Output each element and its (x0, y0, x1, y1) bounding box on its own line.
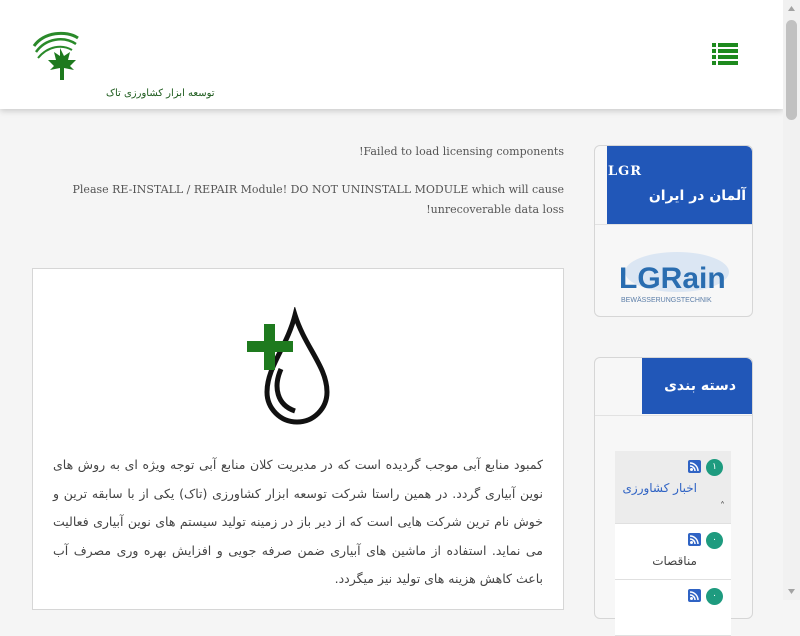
category-item-agri-news[interactable] (615, 451, 731, 524)
category-label: اخبار کشاورزی (622, 481, 697, 495)
count-badge: ۰ (706, 532, 723, 549)
water-drop-plus-icon (247, 307, 347, 432)
scroll-down-arrow-icon[interactable] (783, 583, 800, 600)
count-badge: ۰ (706, 588, 723, 605)
partner-ghost-text: LGR (608, 164, 643, 179)
lgrain-logo[interactable] (617, 248, 729, 310)
panel-divider (595, 415, 752, 416)
list-menu-icon[interactable] (712, 43, 740, 65)
rss-icon[interactable] (688, 589, 701, 602)
error-line-1: Failed to load licensing components! (359, 145, 564, 158)
vertical-scrollbar[interactable] (783, 0, 800, 600)
logo-text: توسعه ابزار کشاورزی تاک (106, 88, 215, 99)
scroll-thumb[interactable] (786, 20, 797, 120)
site-header (0, 0, 783, 109)
rss-icon[interactable] (688, 533, 701, 546)
panel-divider (595, 224, 752, 225)
count-badge: ۱ (706, 459, 723, 476)
partner-panel (594, 145, 753, 317)
chevron-up-icon[interactable]: ˄ (720, 501, 725, 512)
category-list (615, 451, 731, 636)
partner-panel-header (607, 146, 752, 224)
lgrain-tagline: BEWÄSSERUNGSTECHNIK (621, 297, 712, 304)
rss-icon[interactable] (688, 460, 701, 473)
module-error-message (64, 142, 564, 238)
maple-leaf-icon (30, 28, 150, 84)
intro-article (32, 268, 564, 610)
categories-title: دسته بندی (664, 378, 736, 394)
category-item-3[interactable] (615, 580, 731, 636)
error-line-2: Please RE-INSTALL / REPAIR Module! DO NOT UNINSTALL MODULE which will cause unrecoverable data loss! (72, 183, 564, 216)
article-text: کمبود منابع آبی موجب گردیده است که در مدیریت کلان منابع آبی توجه ویژه ای به روش های نوین آبیاری گردد. در همین راستا شرکت توسعه ابزار کشاورزی (تاک) یکی از با سابقه ترین و خوش نام ترین شرکت هایی است که از دیر باز در زمینه تولید سیستم های نوین آبیاری فعالیت می نماید. استفاده از ماشین های آبیاری ضمن صرفه جویی و افزایش بهره وری مصرف آب باعث کاهش هزینه های تولید نیز میگردد. (53, 457, 543, 586)
category-label: مناقصات (652, 554, 697, 568)
categories-header (642, 358, 752, 414)
categories-panel (594, 357, 753, 619)
lgrain-wordmark: LGRain (619, 262, 726, 295)
site-logo[interactable] (30, 28, 215, 99)
partner-panel-title: آلمان در ایران (648, 188, 746, 204)
scroll-up-arrow-icon[interactable] (783, 0, 800, 17)
category-item-tenders[interactable] (615, 524, 731, 580)
